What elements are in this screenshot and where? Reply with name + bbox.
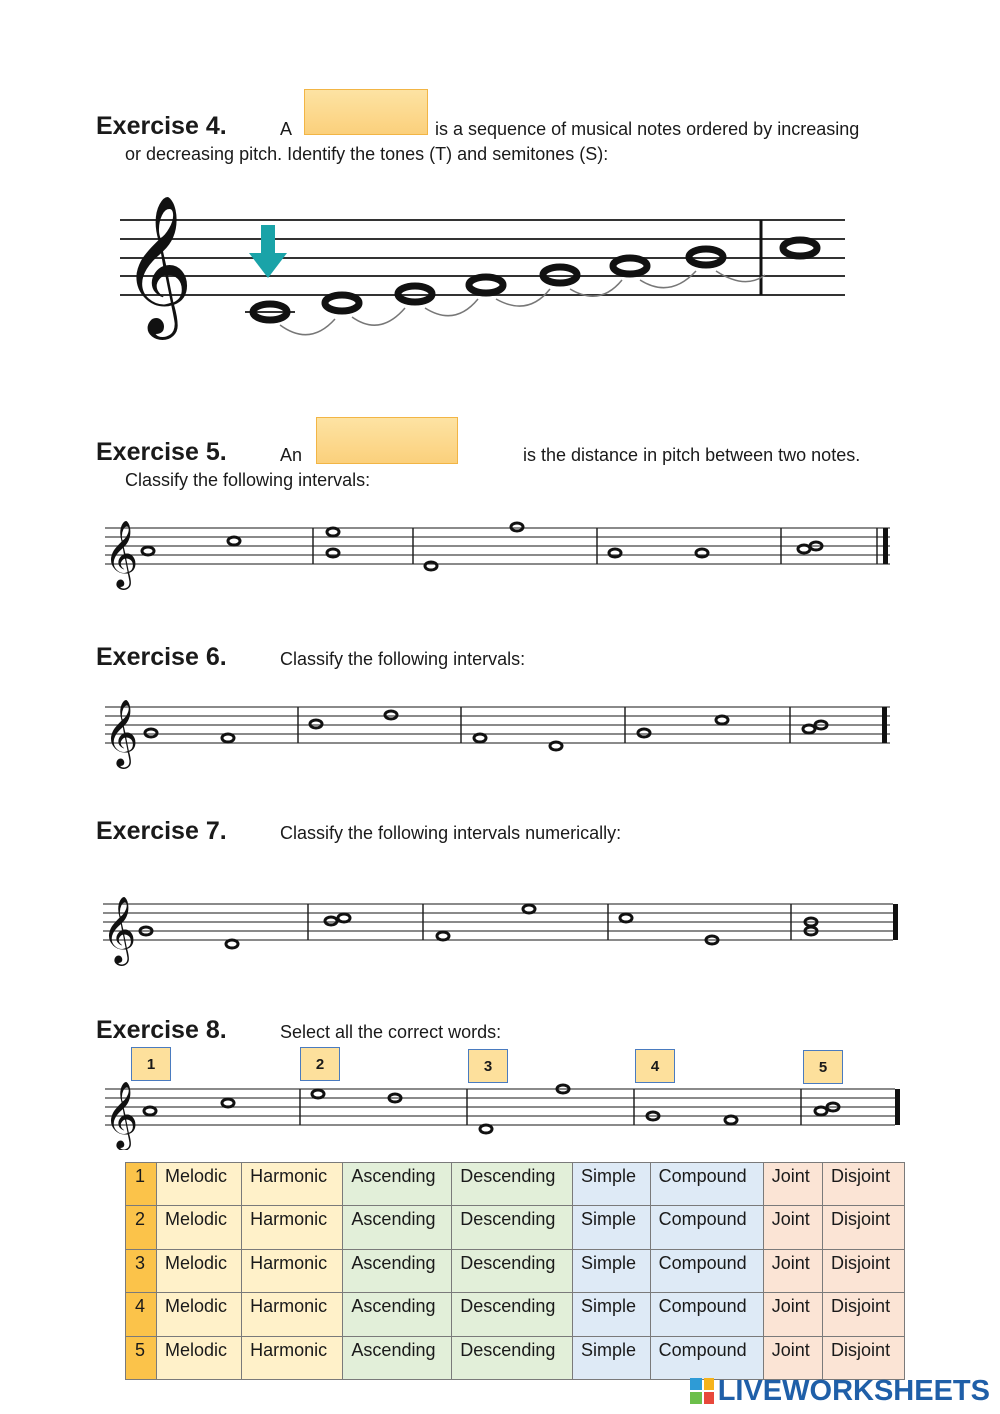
word-option-harmonic[interactable]: Harmonic — [242, 1206, 343, 1249]
exercise-5-title: Exercise 5. — [96, 438, 227, 466]
final-barline — [882, 707, 887, 743]
exercise-6-title: Exercise 6. — [96, 643, 227, 671]
word-option-simple[interactable]: Simple — [573, 1293, 651, 1336]
treble-clef-icon: 𝄞 — [104, 698, 139, 766]
word-option-disjoint[interactable]: Disjoint — [823, 1206, 905, 1249]
row-number: 2 — [126, 1206, 157, 1249]
word-option-compound[interactable]: Compound — [650, 1206, 763, 1249]
interval-number-box: 3 — [468, 1049, 508, 1083]
word-option-ascending[interactable]: Ascending — [343, 1206, 452, 1249]
word-option-descending[interactable]: Descending — [452, 1293, 573, 1336]
word-option-compound[interactable]: Compound — [650, 1293, 763, 1336]
word-option-joint[interactable]: Joint — [763, 1293, 822, 1336]
word-option-melodic[interactable]: Melodic — [157, 1293, 242, 1336]
exercise-6-staff — [100, 690, 900, 770]
word-option-ascending[interactable]: Ascending — [343, 1293, 452, 1336]
table-row — [126, 1293, 905, 1336]
exercise-7-title: Exercise 7. — [96, 817, 227, 845]
word-option-joint[interactable]: Joint — [763, 1336, 822, 1379]
word-option-joint[interactable]: Joint — [763, 1163, 822, 1206]
exercise-6-instruction: Classify the following intervals: — [280, 649, 526, 669]
word-option-ascending[interactable]: Ascending — [343, 1163, 452, 1206]
final-barline — [893, 904, 898, 940]
word-option-compound[interactable]: Compound — [650, 1336, 763, 1379]
table-row — [126, 1163, 905, 1206]
word-option-simple[interactable]: Simple — [573, 1249, 651, 1292]
row-number: 5 — [126, 1336, 157, 1379]
word-option-melodic[interactable]: Melodic — [157, 1163, 242, 1206]
exercise-4-text-post: is a sequence of musical notes ordered by increasing — [435, 119, 860, 139]
svg-text:𝄞: 𝄞 — [122, 195, 193, 334]
exercise-8-instruction: Select all the correct words: — [280, 1022, 502, 1042]
table-row — [126, 1336, 905, 1379]
table-row — [126, 1206, 905, 1249]
interval-number-box: 5 — [803, 1050, 843, 1084]
word-option-descending[interactable]: Descending — [452, 1206, 573, 1249]
exercise-5-instruction: Classify the following intervals: — [125, 470, 371, 490]
row-number: 1 — [126, 1163, 157, 1206]
exercise-7-instruction: Classify the following intervals numerically: — [280, 823, 622, 843]
word-option-simple[interactable]: Simple — [573, 1163, 651, 1206]
word-option-disjoint[interactable]: Disjoint — [823, 1249, 905, 1292]
note — [469, 277, 503, 293]
word-option-descending[interactable]: Descending — [452, 1336, 573, 1379]
exercise-8-title: Exercise 8. — [96, 1016, 227, 1044]
exercise-7-staff — [98, 887, 903, 967]
exercise-8-staff — [100, 1075, 905, 1150]
exercise-4-text-pre: A — [280, 119, 293, 139]
step-slurs — [280, 271, 765, 335]
liveworksheets-logo — [690, 1374, 990, 1408]
final-barline — [883, 528, 888, 564]
exercise-4-instruction: or decreasing pitch. Identify the tones (T) and semitones (S): — [125, 144, 609, 164]
word-option-descending[interactable]: Descending — [452, 1163, 573, 1206]
treble-clef-icon: 𝄞 — [104, 519, 139, 587]
exercise-5-text-post: is the distance in pitch between two notes. — [523, 445, 861, 465]
note — [613, 258, 647, 274]
exercise-5-text-pre: An — [280, 445, 303, 465]
word-option-disjoint[interactable]: Disjoint — [823, 1336, 905, 1379]
logo-text: LIVEWORKSHEETS — [717, 1374, 990, 1407]
exercise-8-answer-table — [125, 1162, 905, 1380]
exercise-5-answer-blank[interactable] — [316, 417, 458, 464]
final-barline — [895, 1089, 900, 1125]
word-option-joint[interactable]: Joint — [763, 1249, 822, 1292]
word-option-harmonic[interactable]: Harmonic — [242, 1336, 343, 1379]
interval-number-box: 4 — [635, 1049, 675, 1083]
word-option-disjoint[interactable]: Disjoint — [823, 1163, 905, 1206]
treble-clef-icon — [122, 195, 193, 340]
treble-clef-icon: 𝄞 — [102, 895, 137, 963]
word-option-simple[interactable]: Simple — [573, 1336, 651, 1379]
interval-number-box: 2 — [300, 1047, 340, 1081]
word-option-joint[interactable]: Joint — [763, 1206, 822, 1249]
word-option-melodic[interactable]: Melodic — [157, 1249, 242, 1292]
down-arrow-icon — [249, 225, 287, 278]
word-option-harmonic[interactable]: Harmonic — [242, 1249, 343, 1292]
word-option-ascending[interactable]: Ascending — [343, 1336, 452, 1379]
liveworksheets-logo-icon — [690, 1378, 714, 1404]
interval-number-box: 1 — [131, 1047, 171, 1081]
word-option-compound[interactable]: Compound — [650, 1249, 763, 1292]
word-option-harmonic[interactable]: Harmonic — [242, 1163, 343, 1206]
treble-clef-icon: 𝄞 — [104, 1080, 139, 1148]
word-option-compound[interactable]: Compound — [650, 1163, 763, 1206]
row-number: 3 — [126, 1249, 157, 1292]
word-option-simple[interactable]: Simple — [573, 1206, 651, 1249]
word-option-harmonic[interactable]: Harmonic — [242, 1293, 343, 1336]
note — [783, 240, 817, 256]
exercise-4-answer-blank[interactable] — [304, 89, 428, 135]
note — [325, 295, 359, 311]
row-number: 4 — [126, 1293, 157, 1336]
word-option-descending[interactable]: Descending — [452, 1249, 573, 1292]
exercise-4-title: Exercise 4. — [96, 112, 227, 140]
word-option-melodic[interactable]: Melodic — [157, 1206, 242, 1249]
exercise-4-scale-staff — [110, 175, 860, 350]
word-option-disjoint[interactable]: Disjoint — [823, 1293, 905, 1336]
table-row — [126, 1249, 905, 1292]
word-option-melodic[interactable]: Melodic — [157, 1336, 242, 1379]
word-option-ascending[interactable]: Ascending — [343, 1249, 452, 1292]
exercise-5-staff — [100, 510, 900, 590]
